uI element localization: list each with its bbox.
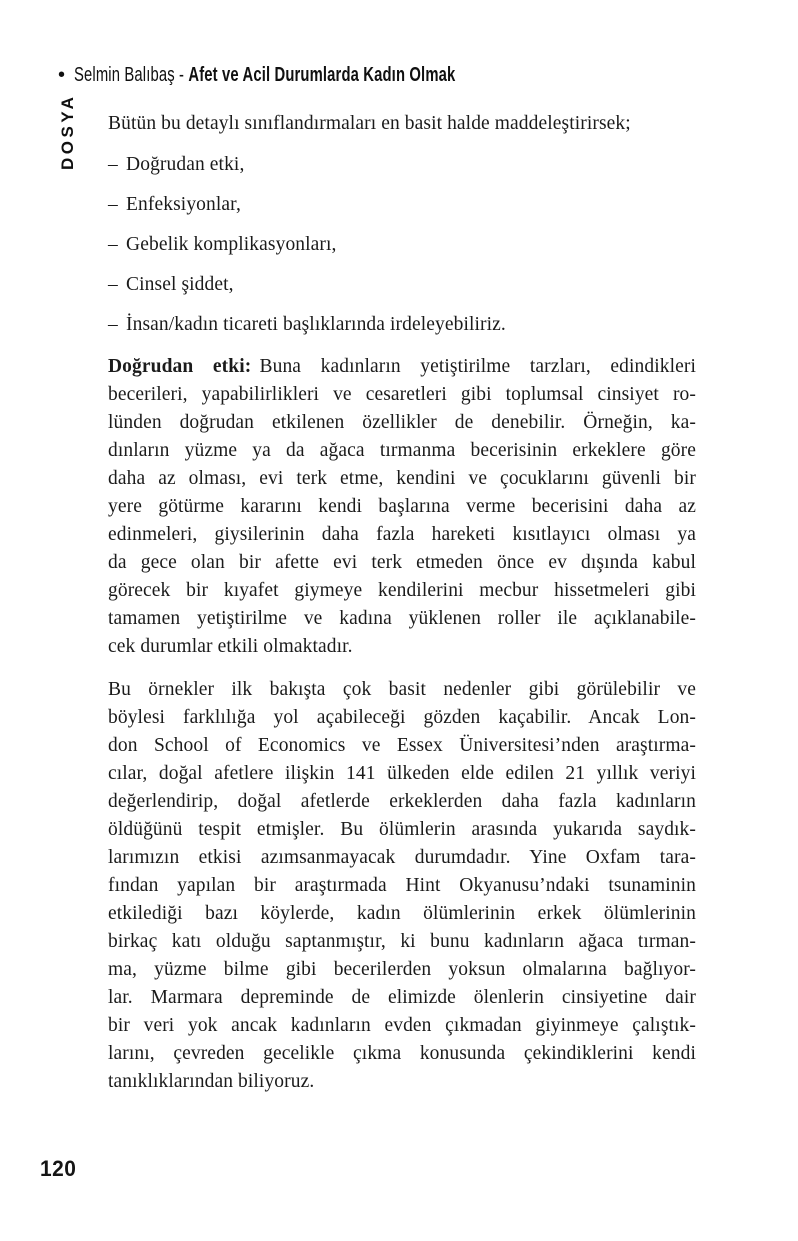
paragraph-bu-ornekler (108, 676, 696, 1096)
text-line: da gece olan bir afette evi terk etmeden önce ev dışında kabul (108, 552, 696, 573)
list-item (108, 311, 696, 339)
text-line: değerlendirip, doğal afetlerde erkeklerden daha fazla kadınların (108, 791, 696, 812)
list-dash: – (108, 274, 118, 295)
page-number: 120 (40, 1156, 77, 1181)
header-separator: - (174, 64, 189, 86)
running-header-text (74, 64, 455, 86)
text-line: lünden doğrudan etkilenen özellikler de denebilir. Örneğin, ka- (108, 412, 696, 433)
list-item-text: Doğrudan etki, (126, 154, 245, 175)
text-line: becerileri, yapabilirlikleri ve cesaretleri gibi toplumsal cinsiyet ro- (108, 384, 696, 405)
text-line: tanıklıklarından biliyoruz. (108, 1071, 315, 1092)
text-line: bir veri yok ancak kadınların evden çıkmadan giyinmeye çalıştık- (108, 1015, 696, 1036)
intro-line: Bütün bu detaylı sınıflandırmaları en basit halde maddeleştirirsek; (108, 113, 631, 134)
text-line: Bu örnekler ilk bakışta çok basit nedenler gibi görülebilir ve (108, 679, 696, 700)
bullet-icon: • (58, 64, 66, 86)
text-line: etkilediği bazı köylerde, kadın ölümlerinin erkek ölümlerinin (108, 903, 696, 924)
list-item-text: Cinsel şiddet, (126, 274, 234, 295)
text-line: larımızın etkisi azımsanmayacak durumdadır. Yine Oxfam tara- (108, 847, 696, 868)
list-item (108, 151, 696, 179)
text-line: öldüğünü tespit etmişler. Bu ölümlerin arasında yukarıda saydık- (108, 819, 696, 840)
text-line: tamamen yetiştirilme ve kadına yüklenen roller ile açıklanabile- (108, 608, 696, 629)
text-line: görecek bir kıyafet giymeye kendilerini mecbur hissetmeleri gibi (108, 580, 696, 601)
bullet-list (108, 151, 696, 339)
text-line-content: Buna kadınların yetiştirilme tarzları, edindikleri (259, 356, 697, 377)
text-line: lar. Marmara depreminde de elimizde ölenlerin cinsiyetine dair (108, 987, 696, 1008)
list-item-text: Enfeksiyonlar, (126, 194, 241, 215)
list-item (108, 231, 696, 259)
text-column (108, 110, 696, 1096)
text-line: ma, yüzme bilme gibi becerilerden yoksun olmalarına bağlıyor- (108, 959, 696, 980)
section-spine-label: DOSYA (58, 93, 77, 170)
text-line: larını, çevreden gecelikle çıkma konusunda çekindiklerini kendi (108, 1043, 696, 1064)
author-name: Selmin Balıbaş (74, 64, 175, 86)
text-line: daha az olması, evi terk etme, kendini ve çocuklarını güvenli bir (108, 468, 696, 489)
paragraph-dogrudan-etki (108, 353, 696, 661)
list-item (108, 271, 696, 299)
text-line: cek durumlar etkili olmaktadır. (108, 636, 353, 657)
running-header (58, 64, 589, 86)
text-line: edinmeleri, giysilerinin daha fazla hareketi kısıtlayıcı olması ya (108, 524, 696, 545)
list-item-text: Gebelik komplikasyonları, (126, 234, 337, 255)
list-dash: – (108, 234, 118, 255)
text-line: böylesi farklılığa yol açabileceği gözden kaçabilir. Ancak Lon- (108, 707, 696, 728)
chapter-title: Afet ve Acil Durumlarda Kadın Olmak (188, 64, 456, 86)
text-line (108, 353, 696, 381)
paragraph-lead: Doğrudan etki: (108, 356, 252, 377)
text-line: yere götürme kararını kendi başlarına verme becerisini daha az (108, 496, 696, 517)
list-item (108, 191, 696, 219)
text-line: don School of Economics ve Essex Üniversitesi’nden araştırma- (108, 735, 696, 756)
list-dash: – (108, 194, 118, 215)
list-item-text: İnsan/kadın ticareti başlıklarında irdeleyebiliriz. (126, 314, 506, 335)
text-line: fından yapılan bir araştırmada Hint Okyanusu’ndaki tsunaminin (108, 875, 696, 896)
text-line: cılar, doğal afetlere ilişkin 141 ülkeden elde edilen 21 yıllık veriyi (108, 763, 696, 784)
list-dash: – (108, 154, 118, 175)
list-dash: – (108, 314, 118, 335)
text-line: birkaç katı olduğu saptanmıştır, ki bunu kadınların ağaca tırman- (108, 931, 696, 952)
text-line: dınların yüzme ya da ağaca tırmanma becerisinin erkeklere göre (108, 440, 696, 461)
